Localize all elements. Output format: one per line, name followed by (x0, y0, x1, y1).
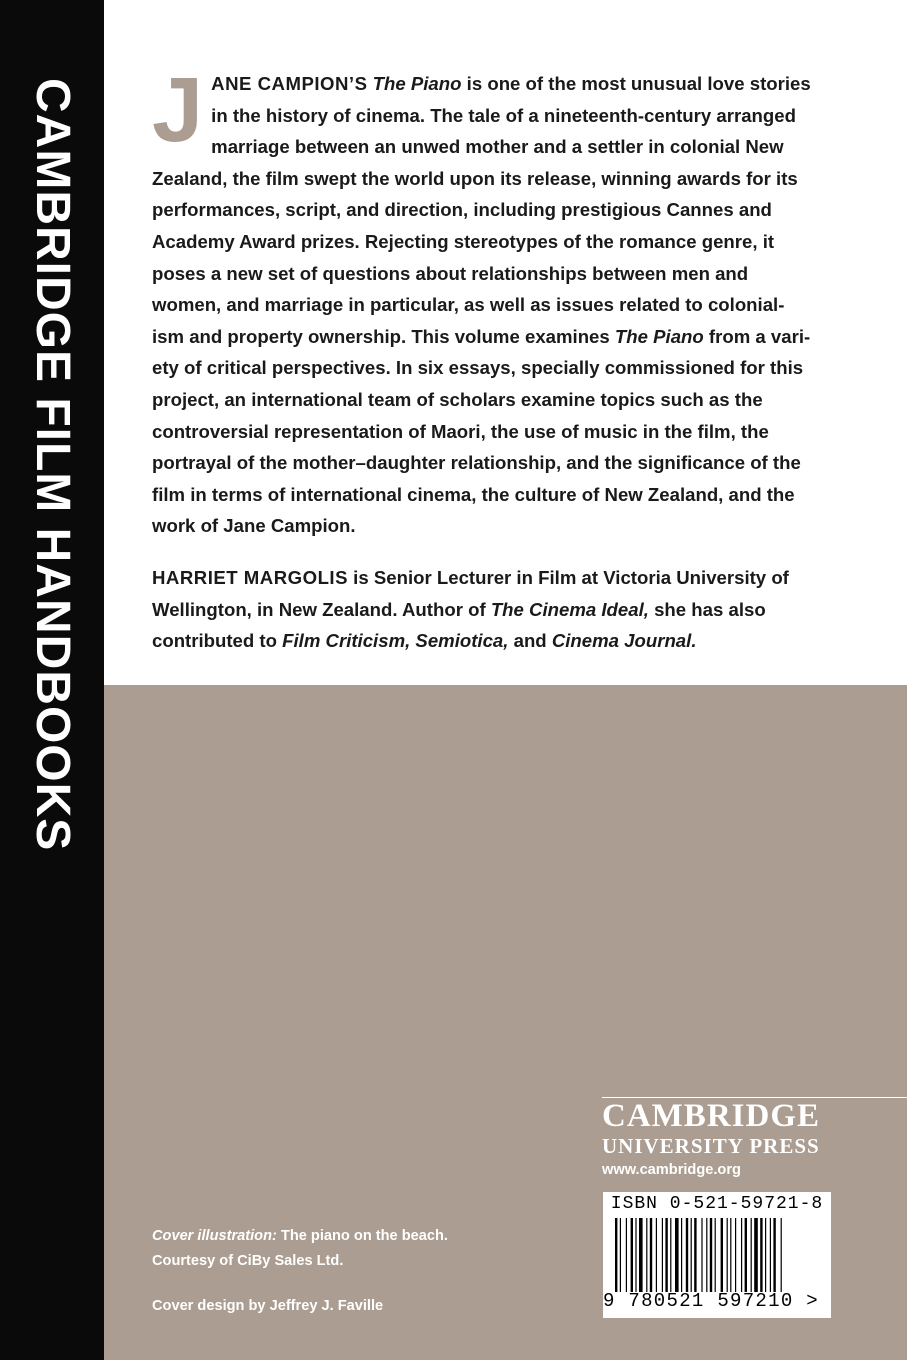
cover-credits (152, 1224, 448, 1319)
title-italic: The Piano (372, 73, 462, 94)
drop-cap: J (152, 59, 204, 161)
barcode-bar (626, 1218, 627, 1292)
illustration-label: Cover illustration: (152, 1228, 277, 1244)
blurb-line-15: work of Jane Campion. (152, 515, 356, 537)
barcode-bar (721, 1218, 723, 1292)
title-italic-2: The Piano (614, 325, 704, 347)
barcode-bar (691, 1218, 692, 1292)
publisher-name: CAMBRIDGE (602, 1098, 821, 1134)
barcode-bar (650, 1218, 652, 1292)
barcode-bar (770, 1218, 771, 1292)
barcode-bar (760, 1218, 762, 1292)
author-name: HARRIET MARGOLIS (152, 567, 348, 588)
publisher-url: www.cambridge.org (602, 1162, 741, 1178)
isbn-label: ISBN 0-521-59721-8 (610, 1194, 824, 1214)
barcode-bar (686, 1218, 688, 1292)
barcode-bar (631, 1218, 633, 1292)
publisher-sub: UNIVERSITY PRESS (602, 1134, 820, 1158)
blurb-line-12: controversial representation of Maori, the use of music in the film, the (152, 420, 769, 442)
blurb-line-9: ism and property ownership. This volume examines The Piano from a vari- (152, 325, 811, 347)
barcode-bar (765, 1218, 766, 1292)
barcode-bar (745, 1218, 747, 1292)
barcode-bar (751, 1218, 752, 1292)
barcode-bar (635, 1218, 636, 1292)
journal-cinema: Cinema Journal. (551, 630, 697, 652)
barcode-bar (662, 1218, 663, 1292)
design-credit: Cover design by Jeffrey J. Faville (152, 1298, 384, 1314)
barcode-bar (754, 1218, 758, 1292)
blurb-line-11: project, an international team of scholars examine topics such as the (152, 388, 763, 410)
barcode-bar (781, 1218, 782, 1292)
lead-caps: ANE CAMPION’S (211, 73, 368, 94)
barcode-bar (715, 1218, 716, 1292)
author-bio: HARRIET MARGOLIS is Senior Lecturer in Film at Victoria University of Wellington, in New Zealand. Author of The Cinema Ideal, she has also contributed to Film Criticism, Semiotica, and Cinema Journal. (152, 567, 789, 652)
blurb-line-1: ANE CAMPION’S The Piano is one of the most unusual love stories (211, 73, 811, 94)
blurb-line-2: in the history of cinema. The tale of a nineteenth-century arranged (211, 104, 796, 126)
book-title: The Cinema Ideal, (490, 598, 649, 620)
barcode-bar (741, 1218, 742, 1292)
blurb-line-8: women, and marriage in particular, as well as issues related to colonial- (152, 294, 785, 316)
blurb-line-3: marriage between an unwed mother and a settler in colonial New (211, 136, 784, 158)
barcode-bar (670, 1218, 671, 1292)
barcode-bar (646, 1218, 647, 1292)
barcode-bar (615, 1218, 617, 1292)
blurb-paragraph (152, 59, 864, 542)
barcode-bar (681, 1218, 682, 1292)
blurb-line-6: Academy Award prizes. Rejecting stereotypes of the romance genre, it (152, 230, 775, 252)
courtesy-line: Courtesy of CiBy Sales Ltd. (152, 1253, 344, 1269)
barcode-bar (701, 1218, 702, 1292)
barcode-bars (615, 1218, 819, 1292)
barcode-bar (773, 1218, 775, 1292)
barcode-bar (710, 1218, 712, 1292)
series-title: CAMBRIDGE FILM HANDBOOKS (26, 78, 79, 852)
barcode-bar (665, 1218, 667, 1292)
barcode-bar (706, 1218, 707, 1292)
spine-band (0, 0, 104, 1360)
barcode-bar (639, 1218, 643, 1292)
blurb-line-13: portrayal of the mother–daughter relationship, and the significance of the (152, 452, 801, 474)
barcode-bar (694, 1218, 696, 1292)
blurb-line-10: ety of critical perspectives. In six essays, specially commissioned for this (152, 357, 804, 379)
barcode-bar (735, 1218, 736, 1292)
blurb-line-14: film in terms of international cinema, the culture of New Zealand, and the (152, 483, 795, 505)
barcode-bar (620, 1218, 621, 1292)
illustration-text: The piano on the beach. (276, 1228, 448, 1244)
barcode-bar (727, 1218, 728, 1292)
publisher-logo (602, 1098, 902, 1178)
blurb-line-7: poses a new set of questions about relationships between men and (152, 262, 749, 284)
barcode (603, 1192, 831, 1318)
barcode-bar (656, 1218, 657, 1292)
barcode-bar (730, 1218, 731, 1292)
journals: Film Criticism, Semiotica, (282, 630, 509, 652)
barcode-digits: 9 780521 597210 > (603, 1290, 819, 1312)
blurb-line-4: Zealand, the film swept the world upon its release, winning awards for its (152, 167, 798, 189)
blurb-line-5: performances, script, and direction, including prestigious Cannes and (152, 199, 772, 221)
barcode-bar (675, 1218, 679, 1292)
